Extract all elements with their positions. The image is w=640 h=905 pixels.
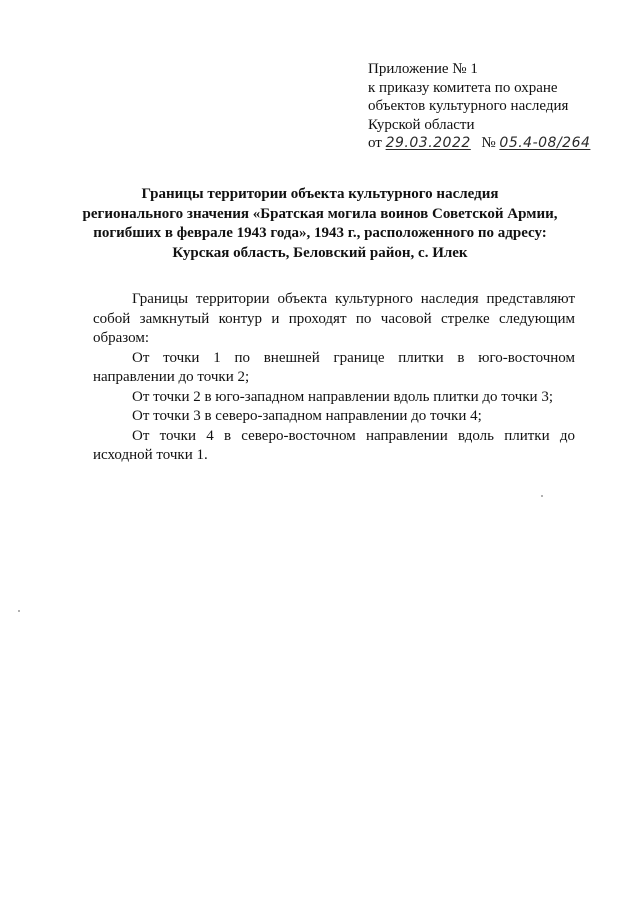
date-prefix: от — [368, 135, 382, 151]
appendix-region-line: Курской области — [368, 116, 475, 133]
title-line-2: регионального значения «Братская могила воинов Советской Армии, — [82, 205, 558, 222]
order-reference — [368, 134, 590, 153]
title-line-4: Курская область, Беловский район, с. Илек — [172, 244, 468, 261]
document-title — [60, 185, 580, 263]
boundary-segment-2: От точки 2 в юго-западном направлении вдоль плитки до точки 3; — [132, 388, 554, 405]
appendix-order-line: к приказу комитета по охране — [368, 79, 558, 96]
title-line-3: погибших в феврале 1943 года», 1943 г., расположенного по адресу: — [93, 225, 547, 241]
boundary-segment-4: От точки 4 в северо-восточном направлении вдоль плитки до исходной точки 1. — [93, 427, 575, 463]
scan-speck — [541, 495, 543, 497]
appendix-committee-line: объектов культурного наследия — [368, 98, 569, 114]
appendix-title: Приложение № 1 — [368, 61, 478, 77]
boundary-segment-3: От точки 3 в северо-западном направлении до точки 4; — [132, 408, 482, 424]
appendix-header — [368, 60, 590, 153]
intro-paragraph: Границы территории объекта культурного наследия представляют собой замкнутый контур и проходят по часовой стрелке следующим образом: — [93, 291, 575, 346]
number-prefix: № — [481, 135, 496, 151]
document-body — [93, 290, 575, 466]
title-line-1: Границы территории объекта культурного наследия — [141, 186, 499, 202]
boundary-segment-1: От точки 1 по внешней границе плитки в юго-восточном направлении до точки 2; — [93, 349, 575, 385]
order-number: 05.4-08/264 — [499, 135, 591, 151]
scan-speck — [18, 610, 20, 612]
order-date: 29.03.2022 — [385, 135, 471, 151]
